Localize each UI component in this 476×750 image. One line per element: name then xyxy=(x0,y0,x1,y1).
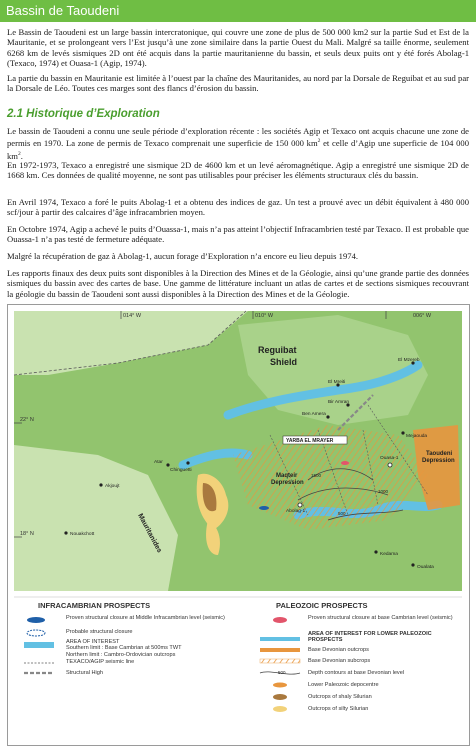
town-marker xyxy=(401,431,404,434)
place-label: Nouakchott xyxy=(70,532,95,537)
place-label: Bir Amran xyxy=(328,400,350,405)
paleozoic-prospect xyxy=(341,461,349,465)
text-segment: Le bassin de Taoudeni a connu une seule période d’exploration récente : les sociétés Agip et Texaco ont acquis chacune une zone de permis en 1970. La zone de permis de Texaco comprenait une superficie de 150 000 km xyxy=(7,126,469,149)
place-label: El Mzereb xyxy=(398,358,420,363)
paragraph-intro: Le Bassin de Taoudeni est un large bassin intercratonique, qui couvre une zone de plus de 500 000 km2 sur la partie Sud et Est de la Mauritanie, et se prolongeant vers l’Est jusqu’à une zone similaire dans la partie Ouest du Mali. Malgré sa taille énorme, seulement 6268 km de levés sismiques 2D ont été acquis dans la partie mauritanienne du bassin, et seuls deux puits ont y été forés Abolag-1 (Texaco, 1974) et Ouasa-1 (Agip, 1974). xyxy=(7,27,469,69)
page-title: Bassin de Taoudeni xyxy=(0,0,476,22)
legend-devonian-subcrops-icon xyxy=(260,659,300,663)
superscript: 2 xyxy=(317,138,321,145)
text-segment: et celle d’Agip une superficie de 104 000 km xyxy=(7,138,469,161)
legend-shaly-silurian-icon xyxy=(273,694,287,700)
place-label: Ben Amera xyxy=(302,412,326,417)
place-label: Abolag-1 xyxy=(286,509,306,514)
legend-item: Outcrops of shaly Silurian xyxy=(308,694,372,700)
town-marker xyxy=(186,461,189,464)
place-label: Akjoujt xyxy=(105,484,120,489)
well-marker xyxy=(298,503,302,507)
legend-infracambrian-title: INFRACAMBRIAN PROSPECTS xyxy=(38,601,151,610)
paragraph-seismic: En 1972-1973, Texaco a enregistré une sismique 2D de 4600 km et un levé aéromagnétique. Agip a enregistré une sismique 2D de 1668 km. Ces données de qualité moyenne, ne sont pas utilisables pour préciser les éléments structuraux clés du bassin. xyxy=(7,160,469,181)
region-label-depression: Depression xyxy=(271,480,304,486)
place-label: El Mreiti xyxy=(328,380,346,385)
legend-item: Structural High xyxy=(66,670,103,676)
legend-item: Probable structural closure xyxy=(66,629,133,635)
lon-label: 010° W xyxy=(255,313,274,319)
paragraph-abolag: En Avril 1974, Texaco a foré le puits Abolag-1 et a obtenu des indices de gaz. Un test a prouvé avec un débit équivalent à 480 000 scf/jour à partir des calcaires d’âge infracambrien moyen. xyxy=(7,197,469,218)
lat-label: 22° N xyxy=(20,417,34,423)
exploration-map-figure xyxy=(7,304,470,746)
lon-label: 014° W xyxy=(123,313,142,319)
well-marker xyxy=(388,463,392,467)
town-marker xyxy=(99,483,102,486)
section-heading: 2.1 Historique d’Exploration xyxy=(7,108,160,120)
place-label: Kedama xyxy=(380,552,398,557)
paragraph-limits: La partie du bassin en Mauritanie est limitée à l’ouest par la chaîne des Mauritanides, au nord par la Dorsale de Reguibat et au sud par la Dorsale de Léo. Toutes ces marges sont des flancs d’érosion du bassin. xyxy=(7,73,469,94)
legend-item: AREA OF INTEREST Southern limit : Base Cambrian at 500ms TWT Northern limit : Cambro-Ordovician outcrops xyxy=(66,639,182,658)
contour-label: 500 xyxy=(338,511,346,516)
region-label-reguibat: Reguibat xyxy=(258,345,297,355)
superscript: 2 xyxy=(17,150,21,157)
contour-label: 1000 xyxy=(378,489,389,494)
place-label: Chinguetti xyxy=(170,468,192,473)
legend-item: Lower Paleozoic depocentre xyxy=(308,682,379,688)
legend-item: TEXACO/AGIP seismic line xyxy=(66,659,135,665)
infracambrian-prospect xyxy=(259,506,269,510)
region-label-yarba: YARBA EL MRAYER xyxy=(286,438,334,444)
legend-devonian-outcrops-icon xyxy=(260,648,300,652)
legend-silty-silurian-icon xyxy=(273,706,287,712)
contour-label: 1500 xyxy=(311,473,322,478)
town-marker xyxy=(411,563,414,566)
place-label: Oualata xyxy=(417,565,434,570)
place-label: Atar xyxy=(154,460,163,465)
legend-item: Depth contours at base Devonian level xyxy=(308,670,405,676)
legend-paleo-closure-icon xyxy=(273,617,287,623)
text-segment: . xyxy=(20,150,23,161)
legend-probable-closure-icon xyxy=(27,630,45,636)
region-label-depression: Depression xyxy=(422,458,455,464)
town-marker xyxy=(64,531,67,534)
legend-paleo-symbols xyxy=(258,615,308,740)
legend-item: Proven structural closure at base Cambrian level (seismic) xyxy=(308,615,453,621)
legend-item: Base Devonian outcrops xyxy=(308,647,369,653)
legend-item: Base Devonian subcrops xyxy=(308,658,371,664)
region-label-mauritanides: Mauritanides xyxy=(136,512,163,555)
legend-item: AREA OF INTEREST FOR LOWER PALEOZOIC PROSPECTS xyxy=(308,631,432,644)
region-label-shield: Shield xyxy=(270,357,298,367)
region-label-maqteir: Maqteir xyxy=(276,473,298,479)
legend-contour-value: 500 xyxy=(278,670,286,675)
legend-proven-closure-icon xyxy=(27,617,45,623)
paragraph-ouassa: En Octobre 1974, Agip a achevé le puits d’Ouassa-1, mais n’a pas atteint l’objectif Infracambrien testé par Texaco. Il est probable que Ouassa-1 n’a pas testé de fermeture adéquate. xyxy=(7,224,469,245)
place-label: Ouasa-1 xyxy=(380,456,399,461)
region-label-taoudeni: Taoudeni xyxy=(426,451,453,457)
town-marker xyxy=(326,415,329,418)
paragraph-exploration-period xyxy=(7,126,469,161)
legend-paleozoic-title: PALEOZOIC PROSPECTS xyxy=(276,601,368,610)
legend-item: Proven structural closure at Middle Infracambrian level (seismic) xyxy=(66,615,225,621)
legend-infra-symbols xyxy=(22,615,62,685)
place-label: Mejaouda xyxy=(406,434,428,439)
town-marker xyxy=(166,463,169,466)
paragraph-reports: Les rapports finaux des deux puits sont disponibles à la Direction des Mines et de la Géologie, ainsi qu’une grande partie des données sismiques du bassin avec des cartes de base. Une gamme de littérature incluant un atlas de cartes et de sections sismiques recouvrant la géologie du bassin de Taoudeni sont aussi disponibles à la Direction des Mines et de la Géologie. xyxy=(7,268,469,299)
town-marker xyxy=(374,550,377,553)
paragraph-gas: Malgré la récupération de gaz à Abolag-1, aucun forage d’Exploration n’a encore eu lieu depuis 1974. xyxy=(7,251,359,261)
legend-paleo-aoi-icon xyxy=(260,637,300,641)
lon-label: 006° W xyxy=(413,313,432,319)
map-canvas xyxy=(8,305,469,745)
legend-depocentre-icon xyxy=(273,683,287,688)
legend-item: Outcrops of silty Silurian xyxy=(308,706,369,712)
lat-label: 18° N xyxy=(20,531,34,537)
